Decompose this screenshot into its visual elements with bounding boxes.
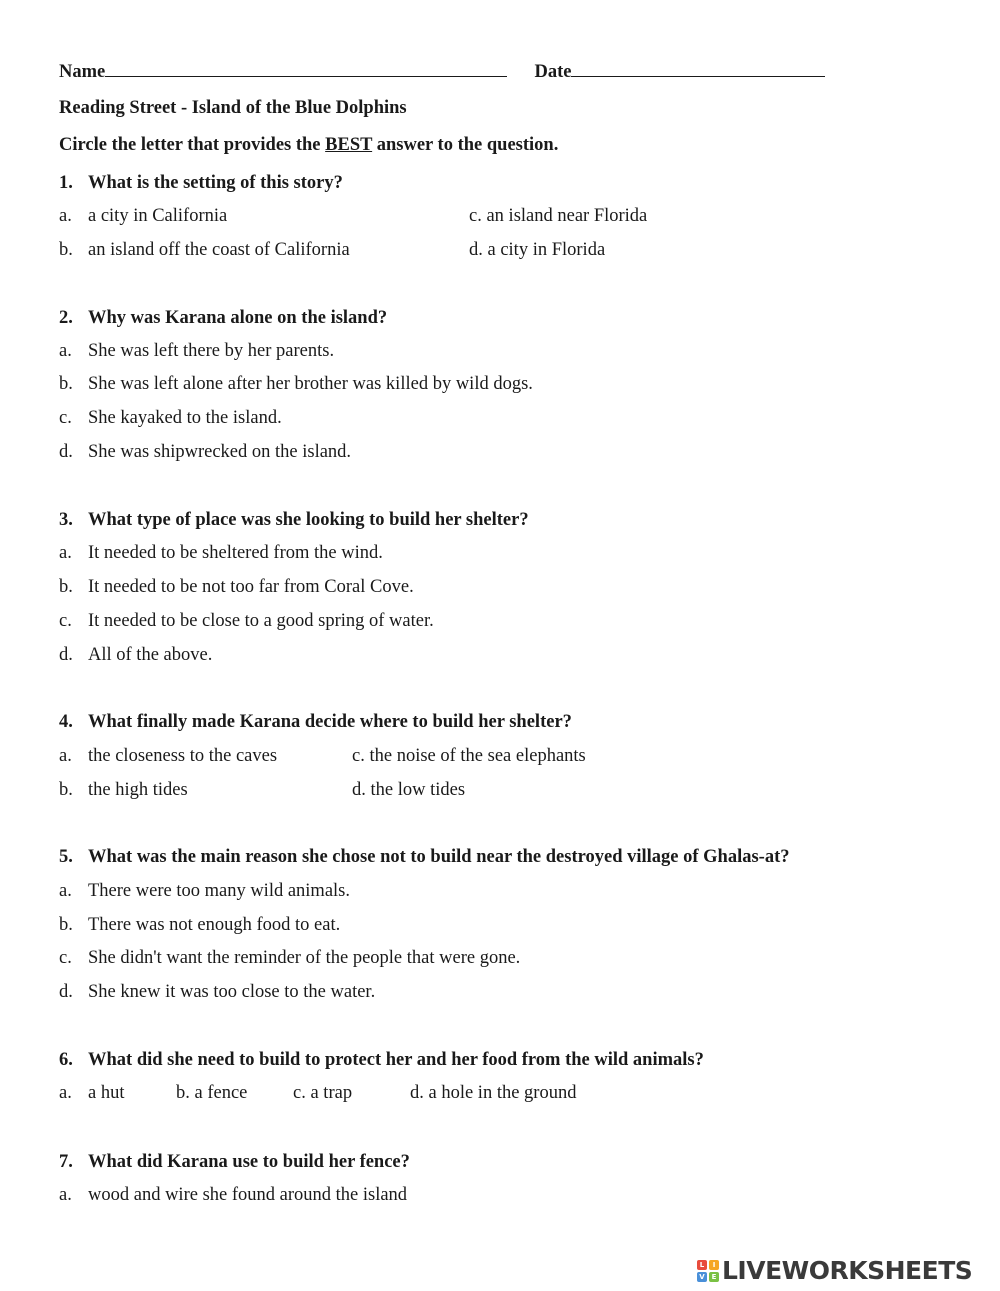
q6-option-d[interactable]: d. a hole in the ground bbox=[410, 1083, 577, 1103]
q3-option-c[interactable]: c. It needed to be close to a good spring of water. bbox=[59, 611, 434, 631]
logo-tile-v: V bbox=[697, 1272, 707, 1282]
instruction-emphasis: BEST bbox=[325, 135, 373, 155]
question-6: 6. What did she need to build to protect her and her food from the wild animals? bbox=[59, 1050, 704, 1070]
name-label: Name bbox=[59, 62, 106, 82]
q6-option-c[interactable]: c. a trap bbox=[293, 1083, 353, 1103]
question-2: 2. Why was Karana alone on the island? bbox=[59, 308, 388, 328]
question-4: 4. What finally made Karana decide where to build her shelter? bbox=[59, 712, 572, 732]
q1-option-c[interactable]: c. an island near Florida bbox=[469, 206, 648, 226]
q3-option-d[interactable]: d. All of the above. bbox=[59, 645, 213, 665]
q4-option-b[interactable]: b. the high tides bbox=[59, 780, 188, 800]
date-field[interactable] bbox=[571, 59, 825, 77]
liveworksheets-logo bbox=[697, 1255, 972, 1287]
logo-tile-l: L bbox=[697, 1260, 707, 1270]
question-1: 1. What is the setting of this story? bbox=[59, 173, 343, 193]
q7-option-a[interactable]: a. wood and wire she found around the island bbox=[59, 1185, 408, 1205]
q3-option-a[interactable]: a. It needed to be sheltered from the wind. bbox=[59, 543, 383, 563]
q3-option-b[interactable]: b. It needed to be not too far from Coral Cove. bbox=[59, 577, 414, 597]
worksheet-title: Reading Street - Island of the Blue Dolphins bbox=[59, 98, 407, 118]
q1-option-a[interactable]: a. a city in California bbox=[59, 206, 228, 226]
q2-option-a[interactable]: a. She was left there by her parents. bbox=[59, 341, 335, 361]
q6-option-b[interactable]: b. a fence bbox=[176, 1083, 248, 1103]
name-field[interactable] bbox=[105, 59, 507, 77]
q5-option-b[interactable]: b. There was not enough food to eat. bbox=[59, 915, 341, 935]
question-7: 7. What did Karana use to build her fence? bbox=[59, 1152, 410, 1172]
q1-option-d[interactable]: d. a city in Florida bbox=[469, 240, 606, 260]
q5-option-c[interactable]: c. She didn't want the reminder of the people that were gone. bbox=[59, 948, 521, 968]
question-3: 3. What type of place was she looking to build her shelter? bbox=[59, 510, 529, 530]
date-label: Date bbox=[534, 62, 572, 82]
logo-mark-icon bbox=[697, 1260, 719, 1282]
q4-option-c[interactable]: c. the noise of the sea elephants bbox=[352, 746, 586, 766]
q6-option-a[interactable]: a. a hut bbox=[59, 1083, 125, 1103]
logo-tile-e: E bbox=[709, 1272, 719, 1282]
name-date-line bbox=[59, 59, 825, 83]
q5-option-a[interactable]: a. There were too many wild animals. bbox=[59, 881, 350, 901]
logo-tile-i: I bbox=[709, 1260, 719, 1270]
q2-option-b[interactable]: b. She was left alone after her brother was killed by wild dogs. bbox=[59, 374, 533, 394]
instructions: Circle the letter that provides the BEST answer to the question. bbox=[59, 135, 559, 155]
q2-option-d[interactable]: d. She was shipwrecked on the island. bbox=[59, 442, 352, 462]
q4-option-d[interactable]: d. the low tides bbox=[352, 780, 466, 800]
logo-text: LIVEWORKSHEETS bbox=[722, 1256, 973, 1285]
q1-option-b[interactable]: b. an island off the coast of California bbox=[59, 240, 350, 260]
question-5: 5. What was the main reason she chose not to build near the destroyed village of Ghalas-at? bbox=[59, 847, 790, 867]
q5-option-d[interactable]: d. She knew it was too close to the water. bbox=[59, 982, 376, 1002]
q2-option-c[interactable]: c. She kayaked to the island. bbox=[59, 408, 282, 428]
q4-option-a[interactable]: a. the closeness to the caves bbox=[59, 746, 278, 766]
